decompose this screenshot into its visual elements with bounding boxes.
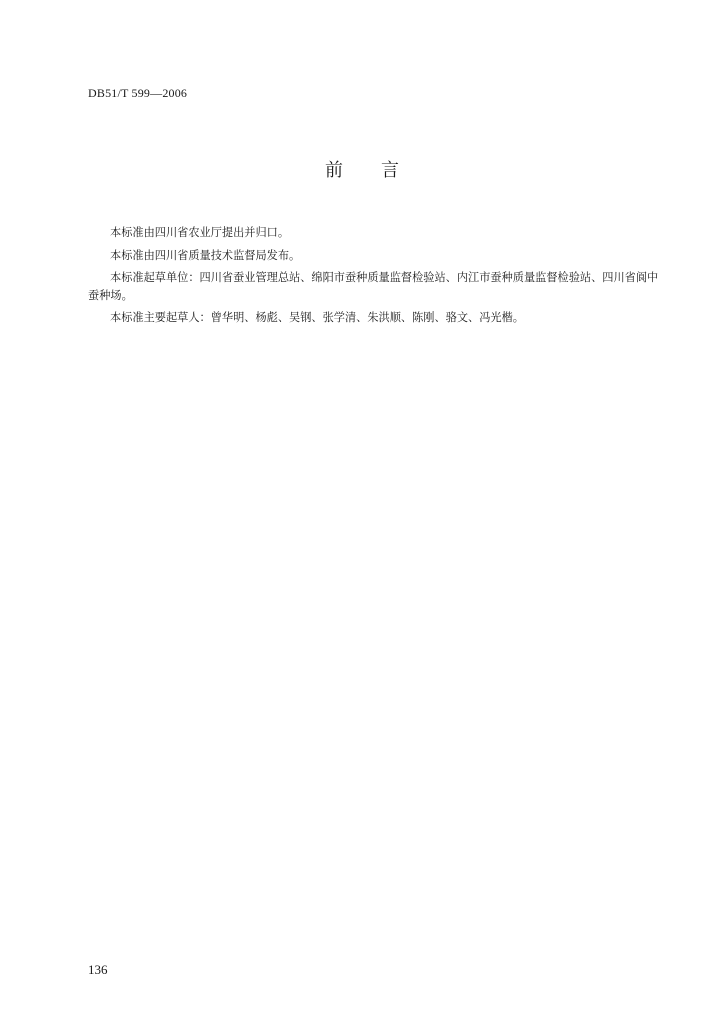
standard-code: DB51/T 599—2006 <box>88 86 188 100</box>
paragraph-drafters: 本标准主要起草人：曾华明、杨彪、吴钢、张学清、朱洪顺、陈刚、骆文、冯光楷。 <box>110 311 524 324</box>
foreword-body <box>88 224 668 332</box>
page-number: 136 <box>88 962 108 977</box>
title-char-1: 前 <box>325 160 343 181</box>
paragraph-issuer: 本标准由四川省质量技术监督局发布。 <box>110 248 301 262</box>
paragraph-proposer: 本标准由四川省农业厅提出并归口。 <box>110 226 290 239</box>
paragraph-drafting-units: 本标准起草单位：四川省蚕业管理总站、绵阳市蚕种质量监督检验站、内江市蚕种质量监督检验站、四川省阆中蚕种场。 <box>88 271 659 302</box>
title-char-2: 言 <box>381 160 399 181</box>
page-title <box>0 156 724 182</box>
